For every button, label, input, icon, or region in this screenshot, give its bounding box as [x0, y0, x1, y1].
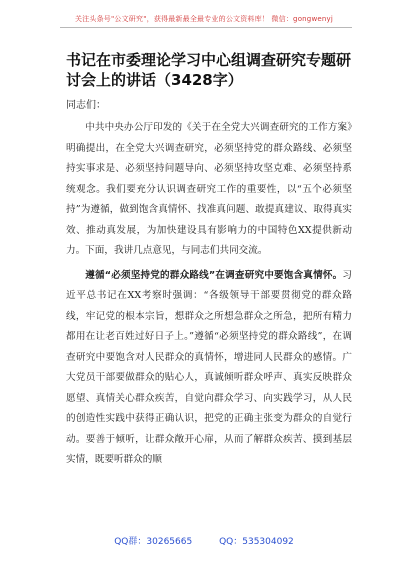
section-text: 习近平总书记在XX考察时强调：“各级领导干部要贯彻党的群众路线，牢记党的根本宗旨，想群众之所想急群众之所急，把所有精力都用在让老百姓过好日子上。”遵循“必须坚持党的群众路线”，在调查研究中要饱含对人民群众的真情怀，增进同人民群众的感情。广大党员干部要做群众的贴心人，真诚倾听群众呼声、真实反映群众愿望、真情关心群众疾苦，自觉向群众学习、向实践学习，从人民的创造性实践中获得正确认识，把党的正确主张变为群众的自觉行动。要善于倾听，让群众敞开心扉，从而了解群众疾苦、摸到基层实情，既要听群众的顺: [66, 269, 352, 465]
header-banner: 关注头条号"公文研究"，获得最新最全最专业的公文资料库！ 微信：gongwenyj: [74, 15, 334, 23]
greeting: 同志们：: [66, 100, 106, 111]
header-divider: [60, 27, 352, 28]
document-title: 书记在市委理论学习中心组调查研究专题研讨会上的讲话（3428字）: [66, 51, 352, 89]
paragraph-section-1: [66, 266, 352, 471]
footer-qq: QQ：535304092: [219, 537, 294, 547]
footer-contact: [0, 534, 408, 547]
footer-qq-group: QQ群：30265665: [114, 537, 193, 547]
document-body: [66, 118, 352, 471]
section-heading: 遵循“必须坚持党的群众路线”在调查研究中要饱含真情怀。: [85, 269, 343, 281]
paragraph-intro: 中共中央办公厅印发的《关于在全党大兴调查研究的工作方案》明确提出，在全党大兴调查研究，必须坚持党的群众路线、必须坚持实事求是、必须坚持问题导向、必须坚持攻坚克难、必须坚持系统观念。我们要充分认识调查研究工作的重要性，以“五个必须坚持”为遵循，做到饱含真情怀、找准真问题、敢提真建议、取得真实效、推动真发展，为加快建设具有影响力的中国特色XX提供新动力。下面，我讲几点意见，与同志们共同交流。: [66, 122, 352, 256]
